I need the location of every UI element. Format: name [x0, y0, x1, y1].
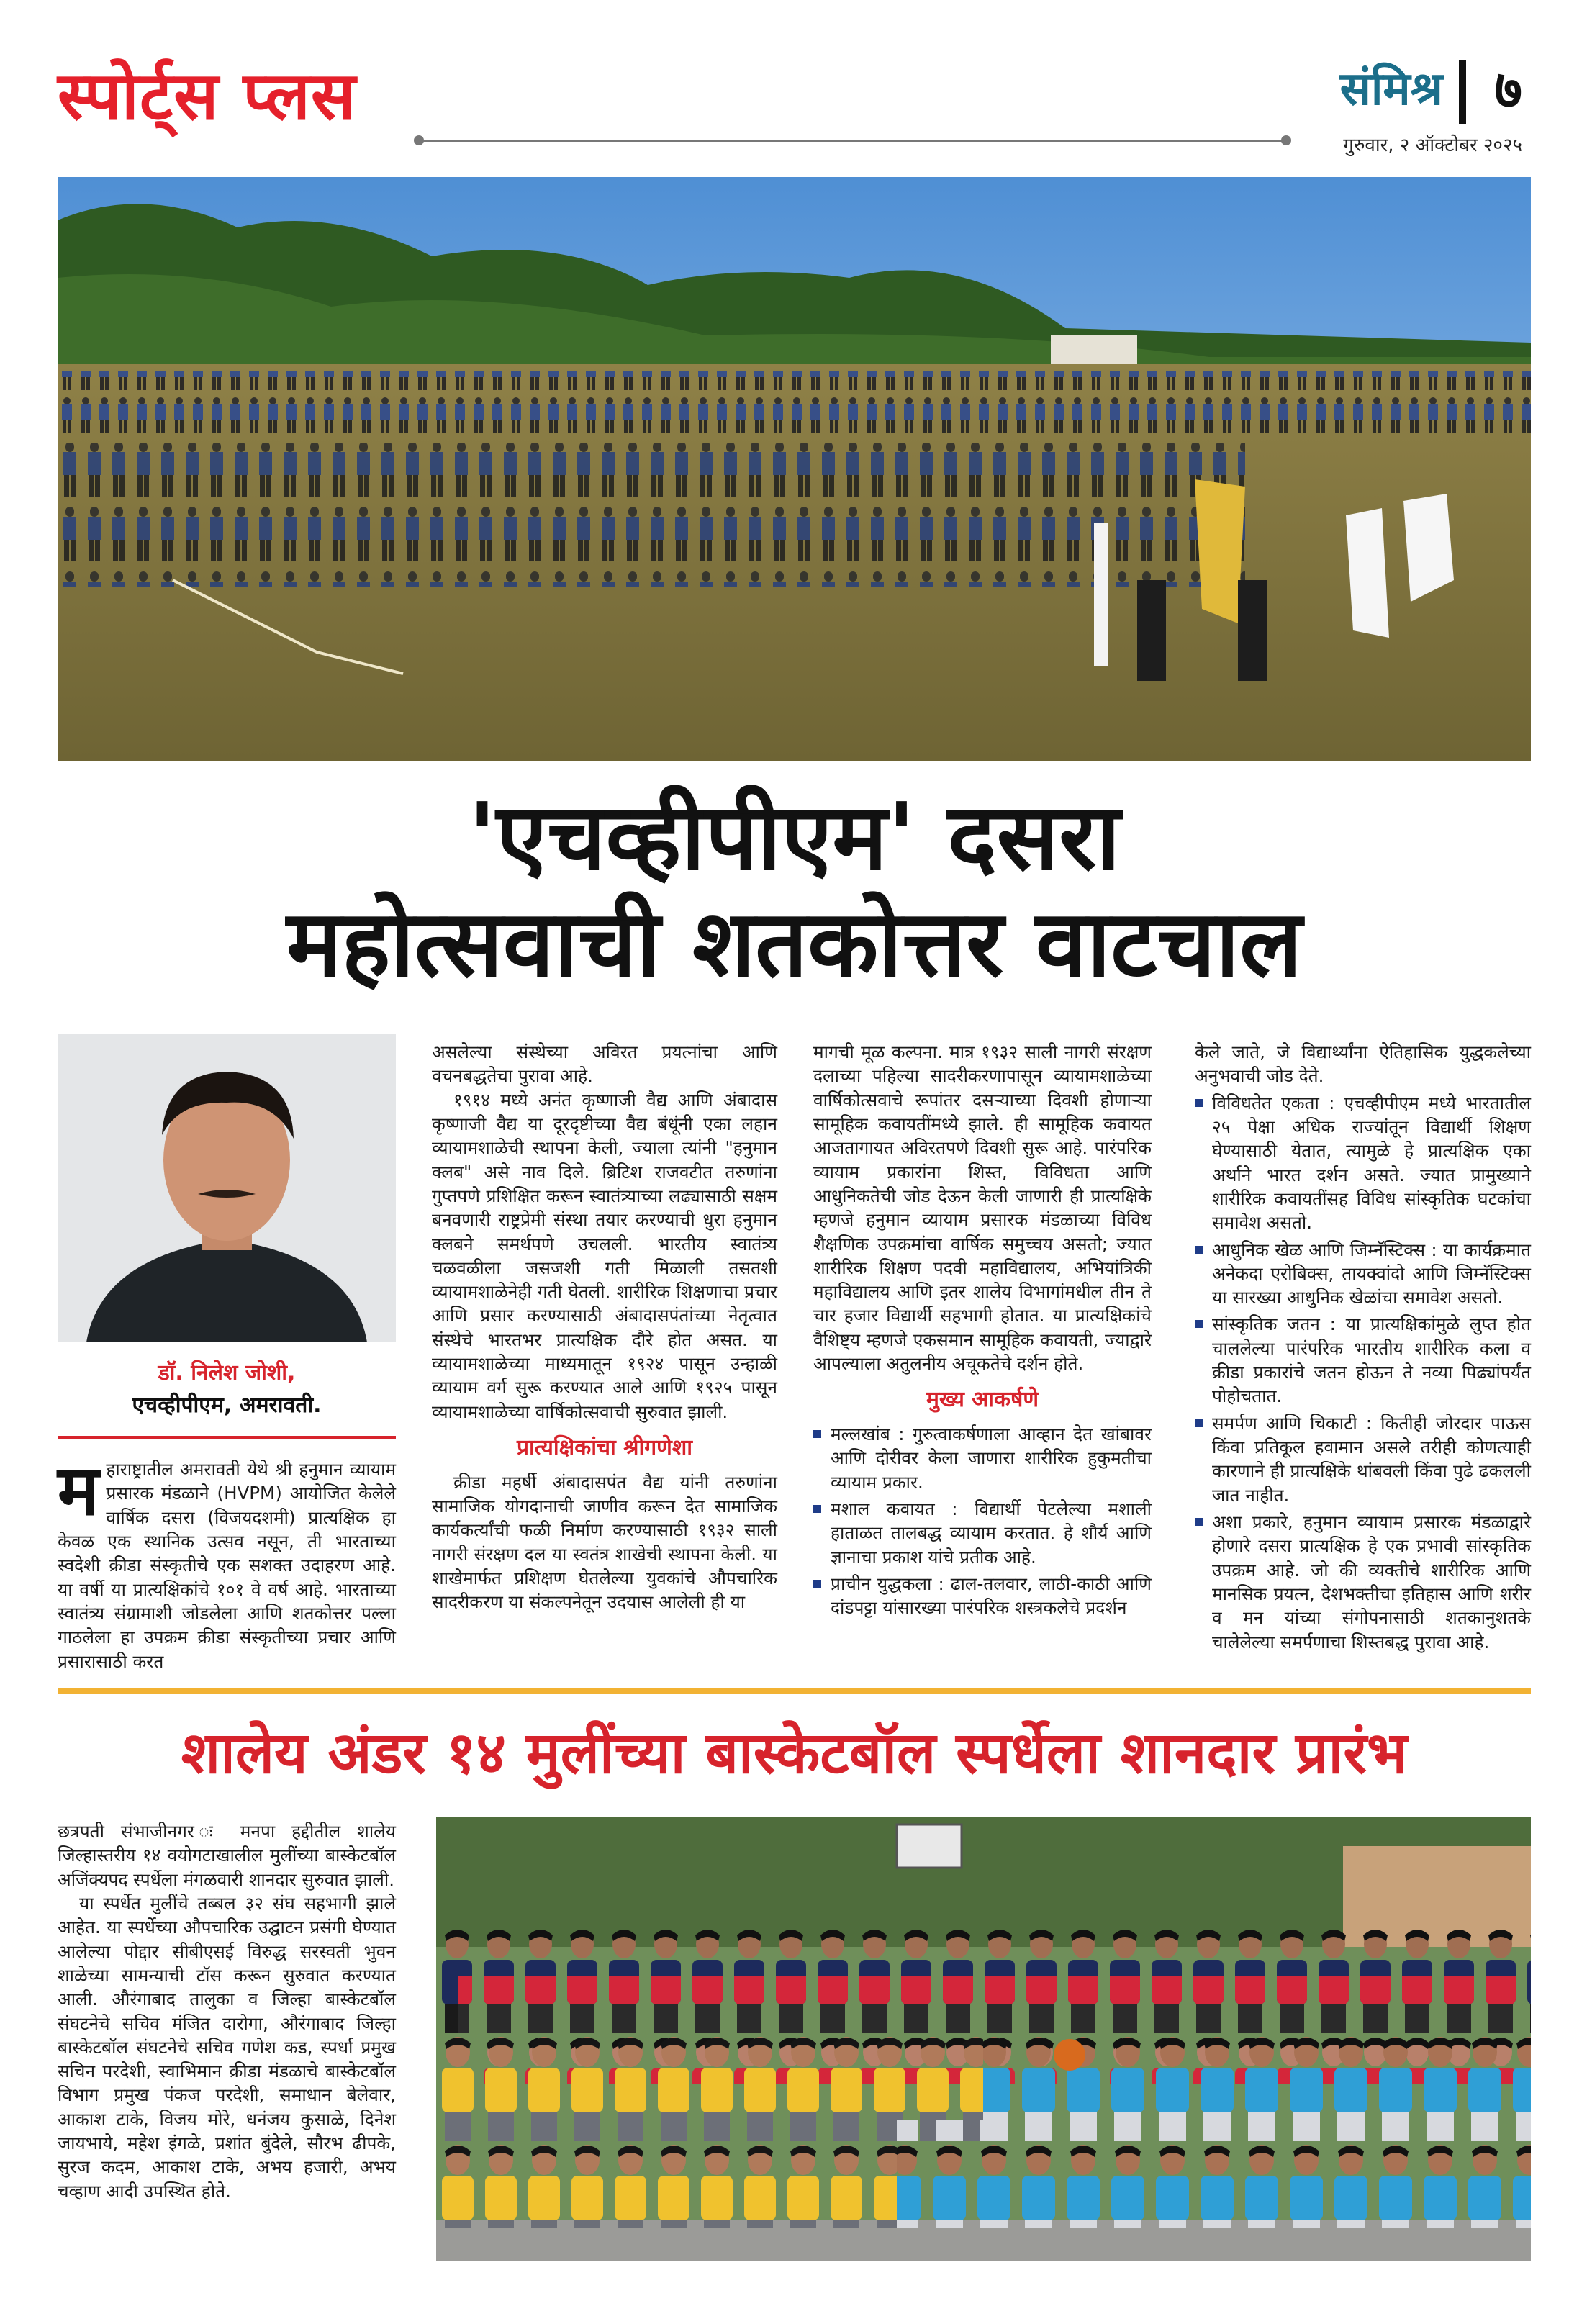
basketball-team-photo: [436, 1817, 1531, 2261]
article-column-4: [1195, 1040, 1531, 1654]
bullet-item: आधुनिक खेळ आणि जिम्नॅस्टिक्स : या कार्यक्रमात अनेकदा एरोबिक्स, तायक्वांदो आणि जिम्नॅस्टिक्स या सारख्या आधुनिक खेळांचा समावेश असतो.: [1195, 1238, 1531, 1310]
headline-line-1: 'एचव्हीपीएम' दसरा: [468, 784, 1121, 891]
bullet-item: मल्लखांब : गुरुत्वाकर्षणाला आव्हान देत खांबावर आणि दोरीवर केला जाणारा शारीरिक हुकुमतीचा व्यायाम प्रकार.: [813, 1422, 1152, 1494]
subheading-beginning: प्रात्यक्षिकांचा श्रीगणेशा: [516, 1435, 693, 1460]
article-column-3: [813, 1040, 1152, 1620]
bullet-item: समर्पण आणि चिकाटी : कितीही जोरदार पाऊस किंवा प्रतिकूल हवामान असले तरीही कोणत्याही कारणाने ही प्रात्यक्षिके थांबवली किंवा पुढे ढकलली जात नाहीत.: [1195, 1411, 1531, 1507]
article-paragraph: हाराष्ट्रातील अमरावती येथे श्री हनुमान व्यायाम प्रसारक मंडळाने (HVPM) आयोजित केलेले वार्षिक दसरा (विजयदशमी) प्रात्यक्षिक हा केवळ एक स्थानिक उत्सव नसून, ती भारताच्या स्वदेशी क्रीडा संस्कृतीचे एक सशक्त उदाहरण आहे. या वर्षी या प्रात्यक्षिकांचे १०१ वे वर्ष आहे. भारताच्या स्वातंत्र्य संग्रामाशी जोडलेला आणि शतकोत्तर पल्ला गाठलेला हा उपक्रम क्रीडा संस्कृतीच्या प्रचार आणि प्रसारासाठी करत: [58, 1459, 396, 1672]
article-paragraph: १९१४ मध्ये अनंत कृष्णाजी वैद्य आणि अंबादास कृष्णाजी वैद्य या दूरदृष्टीच्या वैद्य बंधूंनी एका लहान व्यायामशाळेची स्थापना केली, ज्याला त्यांनी "हनुमान क्लब" असे नाव दिले. ब्रिटिश राजवटीत तरुणांना गुप्तपणे प्रशिक्षित करून स्वातंत्र्याच्या लढ्यासाठी सक्षम बनवणारी राष्ट्रप्रेमी संस्था तयार करण्याची धुरा हनुमान क्लबने समर्थपणे उचलली. भारतीय स्वातंत्र्य चळवळीला जसजशी गती मिळाली तसतशी व्यायामशाळेनेही गती घेतली. शारीरिक शिक्षणाचा प्रचार आणि प्रसार करण्यासाठी अंबादासपंतांच्या नेतृत्वात संस्थेचे भारतभर प्रात्यक्षिक दौरे होत असत. या व्यायामशाळेच्या माध्यमातून १९२४ पासून उन्हाळी व्यायाम वर्ग सुरू करण्यात आले आणि १९२५ पासून व्यायामशाळेच्या वार्षिकोत्सवाची सुरुवात झाली.: [432, 1089, 777, 1422]
article-paragraph: असलेल्या संस्थेच्या अविरत प्रयत्नांचा आणि वचनबद्धतेचा पुरावा आहे.: [432, 1041, 777, 1087]
masthead-divider: [1459, 60, 1466, 124]
author-organization: एचव्हीपीएम, अमरावती.: [132, 1393, 322, 1418]
author-name: डॉ. निलेश जोशी,: [158, 1360, 296, 1385]
author-photo-art: [58, 1034, 396, 1342]
basketball-headline: शालेय अंडर १४ मुलींच्या बास्केटबॉल स्पर्धेला शानदार प्रारंभ: [181, 1719, 1408, 1786]
mass-drill-photo: [58, 177, 1531, 761]
bullet-item: प्राचीन युद्धकला : ढाल-तलवार, लाठी-काठी आणि दांडपट्टा यांसारख्या पारंपरिक शस्त्रकलेचे प्रदर्शन: [813, 1572, 1152, 1620]
article-paragraph: छत्रपती संभाजीनगर ः मनपा हद्दीतील शालेय जिल्हास्तरीय १४ वयोगटाखालील मुलींच्या बास्केटबॉल अजिंक्यपद स्पर्धेला मंगळवारी शानदार सुरुवात झाली.: [58, 1821, 396, 1890]
mass-drill-photo-art: [58, 177, 1531, 761]
article-paragraph: क्रीडा महर्षी अंबादासपंत वैद्य यांनी तरुणांना सामाजिक योगदानाची जाणीव करून देत सामाजिक कार्यकर्त्यांची फळी निर्माण करण्यासाठी १९३२ साली नागरी संरक्षण दल या स्वतंत्र शाखेची स्थापना केली. या शाखेमार्फत प्रशिक्षण घेतलेल्या युवकांचे औपचारिक सादरीकरण या संकल्पनेतून उदयास आलेली ही या: [432, 1471, 777, 1613]
author-photo: [58, 1034, 396, 1342]
bullet-item: अशा प्रकारे, हनुमान व्यायाम प्रसारक मंडळाद्वारे होणारे दसरा प्रात्यक्षिक हे एक प्रभावी सांस्कृतिक उपक्रम आहे. जो की व्यक्तीचे शारीरिक आणि मानसिक प्रयत्न, देशभक्तीचा इतिहास आणि शरीर व मन यांच्या संगोपनासाठी शतकानुशतके चालेलेल्या समर्पणाचा शिस्तबद्ध पुरावा आहे.: [1195, 1510, 1531, 1654]
headline-line-2: महोत्सवाची शतकोत्तर वाटचाल: [286, 890, 1302, 998]
bullet-item: विविधतेत एकता : एचव्हीपीएम मध्ये भारतातील २५ पेक्षा अधिक राज्यांतून विद्यार्थी शिक्षण घेण्यासाठी येतात, त्यामुळे हे प्रात्यक्षिक एका अर्थाने भारत दर्शन असते. ज्यात प्रामुख्याने शारीरिक कवायतींसह विविध सांस्कृतिक घटकांचा समावेश असतो.: [1195, 1091, 1531, 1235]
author-credit: [58, 1357, 396, 1421]
drop-cap: म: [58, 1450, 99, 1531]
article-column-2: [432, 1040, 777, 1614]
subheading-highlights: मुख्य आकर्षणे: [926, 1387, 1039, 1413]
section-name: संमिश्र: [1339, 63, 1443, 116]
main-headline: [58, 785, 1531, 998]
rule-dot-right: [1281, 135, 1291, 145]
bullet-item: मशाल कवायत : विद्यार्थी पेटलेल्या मशाली हाताळत तालबद्ध व्यायाम करतात. हे शौर्य आणि ज्ञानाचा प्रकाश यांचे प्रतीक आहे.: [813, 1497, 1152, 1569]
section-divider: [58, 1688, 1531, 1694]
page-number: ७: [1494, 59, 1522, 121]
article-paragraph: या स्पर्धेत मुलींचे तब्बल ३२ संघ सहभागी झाले आहेत. या स्पर्धेच्या औपचारिक उद्घाटन प्रसंगी घेण्यात आलेल्या पोद्दार सीबीएसई विरुद्ध सरस्वती भुवन शाळेच्या सामन्याची टॉस करून सुरुवात करण्यात आली. औरंगाबाद तालुका व जिल्हा बास्केटबॉल संघटनेचे सचिव मंजित दारोगा, औरंगाबाद जिल्हा बास्केटबॉल संघटनेचे सचिव गणेश कड, स्पर्धा प्रमुख सचिन परदेशी, स्वाभिमान क्रीडा मंडळाचे बास्केटबॉल विभाग प्रमुख पंकज परदेशी, समाधान बेलेवार, आकाश टाके, विजय मोरे, धनंजय कुसाळे, दिनेश जायभाये, महेश इंगळे, प्रशांत बुंदेले, सौरभ ढीपके, सुरज कदम, आकाश टाके, अभय हजारी, अभय चव्हाण आदी उपस्थित होते.: [58, 1892, 396, 2202]
date-line: गुरुवार, २ ऑक्टोबर २०२५: [1343, 135, 1522, 156]
article-paragraph: केले जाते, जे विद्यार्थ्यांना ऐतिहासिक युद्धकलेच्या अनुभवाची जोड देते.: [1195, 1041, 1531, 1087]
basketball-team-photo-art: [436, 1817, 1531, 2261]
article-column-1: [58, 1450, 396, 1673]
basketball-article-text: [58, 1819, 396, 2203]
bullet-item: सांस्कृतिक जतन : या प्रात्यक्षिकांमुळे लुप्त होत चाललेल्या पारंपरिक भारतीय शारीरिक कला व क्रीडा प्रकारांचे जतन होऊन ते नव्या पिढ्यांपर्यंत पोहोचतात.: [1195, 1312, 1531, 1408]
brand-title: स्पोर्ट्स प्लस: [58, 58, 357, 135]
masthead-rule: [421, 140, 1285, 142]
article-paragraph: मागची मूळ कल्पना. मात्र १९३२ साली नागरी संरक्षण दलाच्या पहिल्या सादरीकरणापासून व्यायामशाळेच्या वार्षिकोत्सवाचे रूपांतर दसऱ्याच्या दिवशी होणाऱ्या सामूहिक कवायतींमध्ये झाले. ही सामूहिक कवायत आजतागायत अविरतपणे दिवशी सुरू आहे. पारंपरिक व्यायाम प्रकारांना शिस्त, विविधता आणि आधुनिकतेची जोड देऊन केली जाणारी ही प्रात्यक्षिके म्हणजे हनुमान व्यायाम प्रसारक मंडळाच्या विविध शैक्षणिक उपक्रमांचा वार्षिक समुच्चय असतो; ज्यात शारीरिक शिक्षण पदवी महाविद्यालय, अभियांत्रिकी महाविद्यालय आणि इतर शालेय विभागांमधील तीन ते चार हजार विद्यार्थी सहभागी होतात. या प्रात्यक्षिकांचे वैशिष्ट्य म्हणजे एकसमान सामूहिक कवायती, ज्याद्वारे आपल्याला अतुलनीय अचूकतेचे दर्शन होते.: [813, 1041, 1152, 1375]
author-rule: [58, 1436, 396, 1439]
